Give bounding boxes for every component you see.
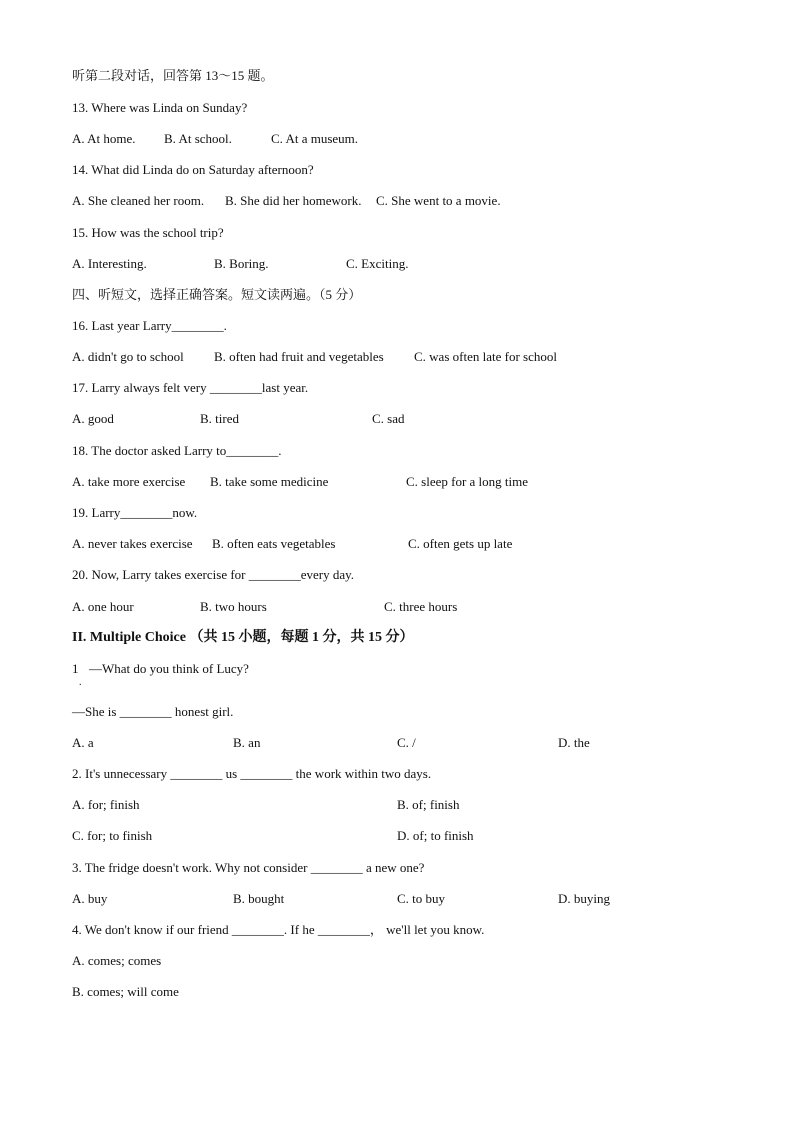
q16-option-c: C. was often late for school — [414, 349, 557, 364]
q20-option-a: A. one hour — [72, 599, 134, 614]
q18-option-a: A. take more exercise — [72, 474, 186, 489]
section-part2-intro: 听第二段对话，回答第 13～15 题。 — [72, 68, 274, 83]
q13-stem: 13. Where was Linda on Sunday? — [72, 100, 248, 115]
section2-heading: II. Multiple Choice （共 15 小题，每题 1 分，共 15 分） — [72, 630, 414, 645]
q18-option-b: B. take some medicine — [210, 474, 329, 489]
mc1-number-dot: . — [79, 677, 82, 688]
mc4-option-b: B. comes; will come — [72, 984, 179, 999]
mc2-stem: 2. It's unnecessary ________ us ________ the work within two days. — [72, 766, 432, 781]
mc1-stem: —What do you think of Lucy? — [89, 661, 249, 676]
mc2-option-c: C. for; to finish — [72, 828, 153, 843]
mc1-option-a: A. a — [72, 735, 94, 750]
mc1-option-b: B. an — [233, 735, 261, 750]
q15-option-b: B. Boring. — [214, 256, 269, 271]
q14-option-a: A. She cleaned her room. — [72, 193, 205, 208]
mc1-reply: —She is ________ honest girl. — [72, 704, 234, 719]
q19-option-c: C. often gets up late — [408, 536, 513, 551]
q13-option-a: A. At home. — [72, 131, 136, 146]
q15-option-c: C. Exciting. — [346, 256, 409, 271]
q19-option-a: A. never takes exercise — [72, 536, 193, 551]
q15-stem: 15. How was the school trip? — [72, 225, 224, 240]
q17-option-c: C. sad — [372, 411, 405, 426]
mc4-stem: 4. We don't know if our friend ________. If he ________， we'll let you know. — [72, 922, 485, 937]
mc2-option-a: A. for; finish — [72, 797, 140, 812]
q17-option-a: A. good — [72, 411, 114, 426]
mc2-option-b: B. of; finish — [397, 797, 460, 812]
q20-option-c: C. three hours — [384, 599, 458, 614]
q17-stem: 17. Larry always felt very ________last year. — [72, 380, 309, 395]
q16-stem: 16. Last year Larry________. — [72, 318, 227, 333]
q17-option-b: B. tired — [200, 411, 239, 426]
mc3-option-c: C. to buy — [397, 891, 446, 906]
mc4-option-a: A. comes; comes — [72, 953, 162, 968]
q14-option-b: B. She did her homework. — [225, 193, 362, 208]
q15-option-a: A. Interesting. — [72, 256, 147, 271]
q19-option-b: B. often eats vegetables — [212, 536, 336, 551]
mc1-option-c: C. / — [397, 735, 416, 750]
q20-stem: 20. Now, Larry takes exercise for ________every day. — [72, 567, 355, 582]
mc3-option-b: B. bought — [233, 891, 285, 906]
mc3-stem: 3. The fridge doesn't work. Why not consider ________ a new one? — [72, 860, 425, 875]
q19-stem: 19. Larry________now. — [72, 505, 198, 520]
q13-option-b: B. At school. — [164, 131, 232, 146]
mc1-number: 1 — [72, 661, 79, 676]
section4-heading: 四、听短文，选择正确答案。短文读两遍。（5 分） — [72, 287, 362, 302]
q13-option-c: C. At a museum. — [271, 131, 359, 146]
q14-stem: 14. What did Linda do on Saturday afternoon? — [72, 162, 314, 177]
q16-option-a: A. didn't go to school — [72, 349, 184, 364]
q18-stem: 18. The doctor asked Larry to________. — [72, 443, 282, 458]
q18-option-c: C. sleep for a long time — [406, 474, 529, 489]
mc3-option-a: A. buy — [72, 891, 108, 906]
q20-option-b: B. two hours — [200, 599, 267, 614]
mc2-option-d: D. of; to finish — [397, 828, 474, 843]
q14-option-c: C. She went to a movie. — [376, 193, 501, 208]
mc3-option-d: D. buying — [558, 891, 610, 906]
q16-option-b: B. often had fruit and vegetables — [214, 349, 384, 364]
mc1-option-d: D. the — [558, 735, 590, 750]
